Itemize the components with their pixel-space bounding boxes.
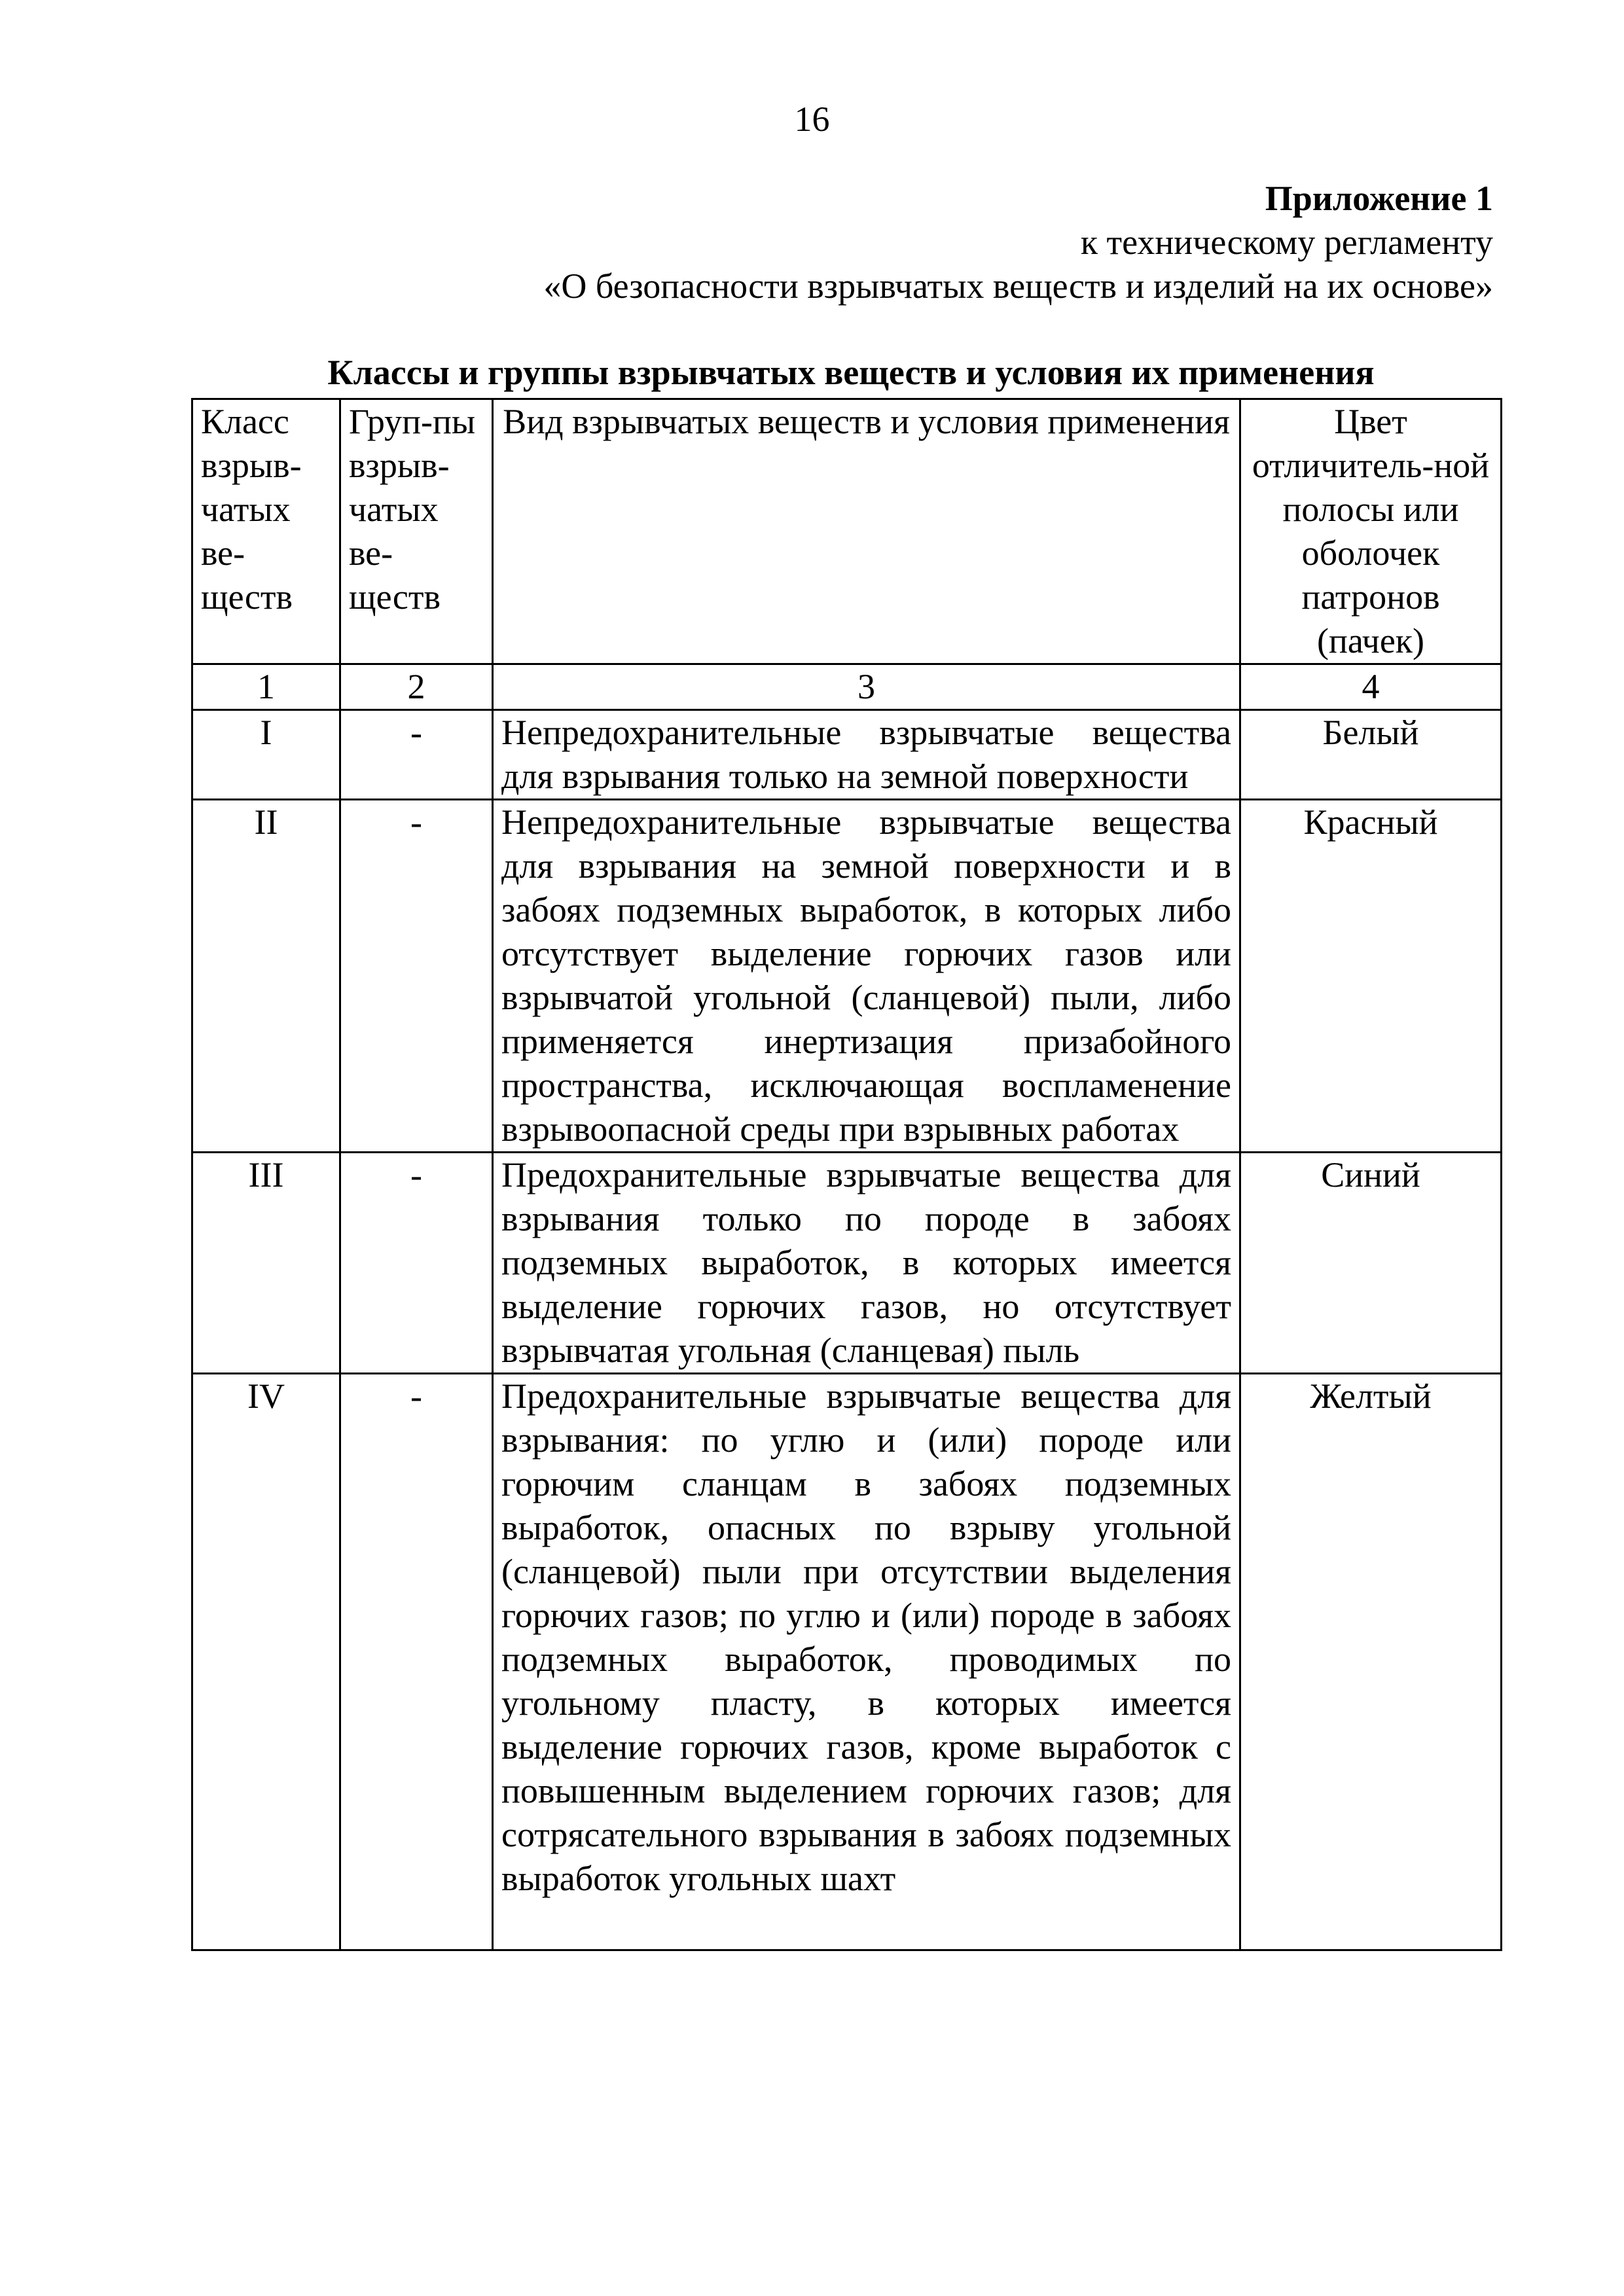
table-row <box>192 800 1502 1153</box>
annex-subtitle-line-1: к техническому регламенту <box>1080 223 1493 262</box>
header-class: Класс взрыв-чатых ве-ществ <box>192 399 340 664</box>
column-number-row <box>192 664 1502 710</box>
class-cell: IV <box>192 1374 340 1950</box>
description-cell: Непредохранительные взрывчатые вещества для взрывания на земной поверхности и в забоях подземных выработок, в которых либо отсутствует выделение горючих газов или взрывчатой угольной (сланцевой) пыли, либо применяется инертизация призабойного пространства, исключающая воспламенение взрывоопасной среды при взрывных работах <box>493 800 1240 1153</box>
table-row <box>192 710 1502 800</box>
column-number: 3 <box>493 664 1240 710</box>
class-cell: I <box>192 710 340 800</box>
color-cell: Синий <box>1240 1153 1502 1374</box>
table-row <box>192 1153 1502 1374</box>
column-number: 1 <box>192 664 340 710</box>
group-cell: - <box>340 1374 493 1950</box>
header-color: Цвет отличитель-ной полосы или оболочек патронов (пачек) <box>1240 399 1502 664</box>
header-description: Вид взрывчатых веществ и условия применения <box>493 399 1240 664</box>
class-cell: II <box>192 800 340 1153</box>
description-cell: Непредохранительные взрывчатые вещества для взрывания только на земной поверхности <box>493 710 1240 800</box>
table-header-row <box>192 399 1502 664</box>
group-cell: - <box>340 1153 493 1374</box>
explosives-classes-table <box>191 398 1502 1951</box>
class-cell: III <box>192 1153 340 1374</box>
annex-header <box>543 177 1493 308</box>
group-cell: - <box>340 710 493 800</box>
annex-title: Приложение 1 <box>1265 179 1493 218</box>
description-cell: Предохранительные взрывчатые вещества для взрывания: по углю и (или) породе или горючим сланцам в забоях подземных выработок, опасных по взрыву угольной (сланцевой) пыли при отсутствии выделения горючих газов; по углю и (или) породе в забоях подземных выработок, проводимых по угольному пласту, в которых имеется выделение горючих газов, кроме выработок с повышенным выделением горючих газов; для сотрясательного взрывания в забоях подземных выработок угольных шахт <box>493 1374 1240 1950</box>
description-cell: Предохранительные взрывчатые вещества для взрывания только по породе в забоях подземных выработок, в которых имеется выделение горючих газов, но отсутствует взрывчатая угольная (сланцевая) пыль <box>493 1153 1240 1374</box>
table-title: Классы и группы взрывчатых веществ и условия их применения <box>327 353 1375 392</box>
group-cell: - <box>340 800 493 1153</box>
header-group: Груп-пы взрыв-чатых ве-ществ <box>340 399 493 664</box>
annex-subtitle-line-2: «О безопасности взрывчатых веществ и изделий на их основе» <box>543 266 1493 306</box>
table-row <box>192 1374 1502 1950</box>
page-number: 16 <box>794 99 830 139</box>
column-number: 2 <box>340 664 493 710</box>
color-cell: Желтый <box>1240 1374 1502 1950</box>
color-cell: Белый <box>1240 710 1502 800</box>
column-number: 4 <box>1240 664 1502 710</box>
color-cell: Красный <box>1240 800 1502 1153</box>
